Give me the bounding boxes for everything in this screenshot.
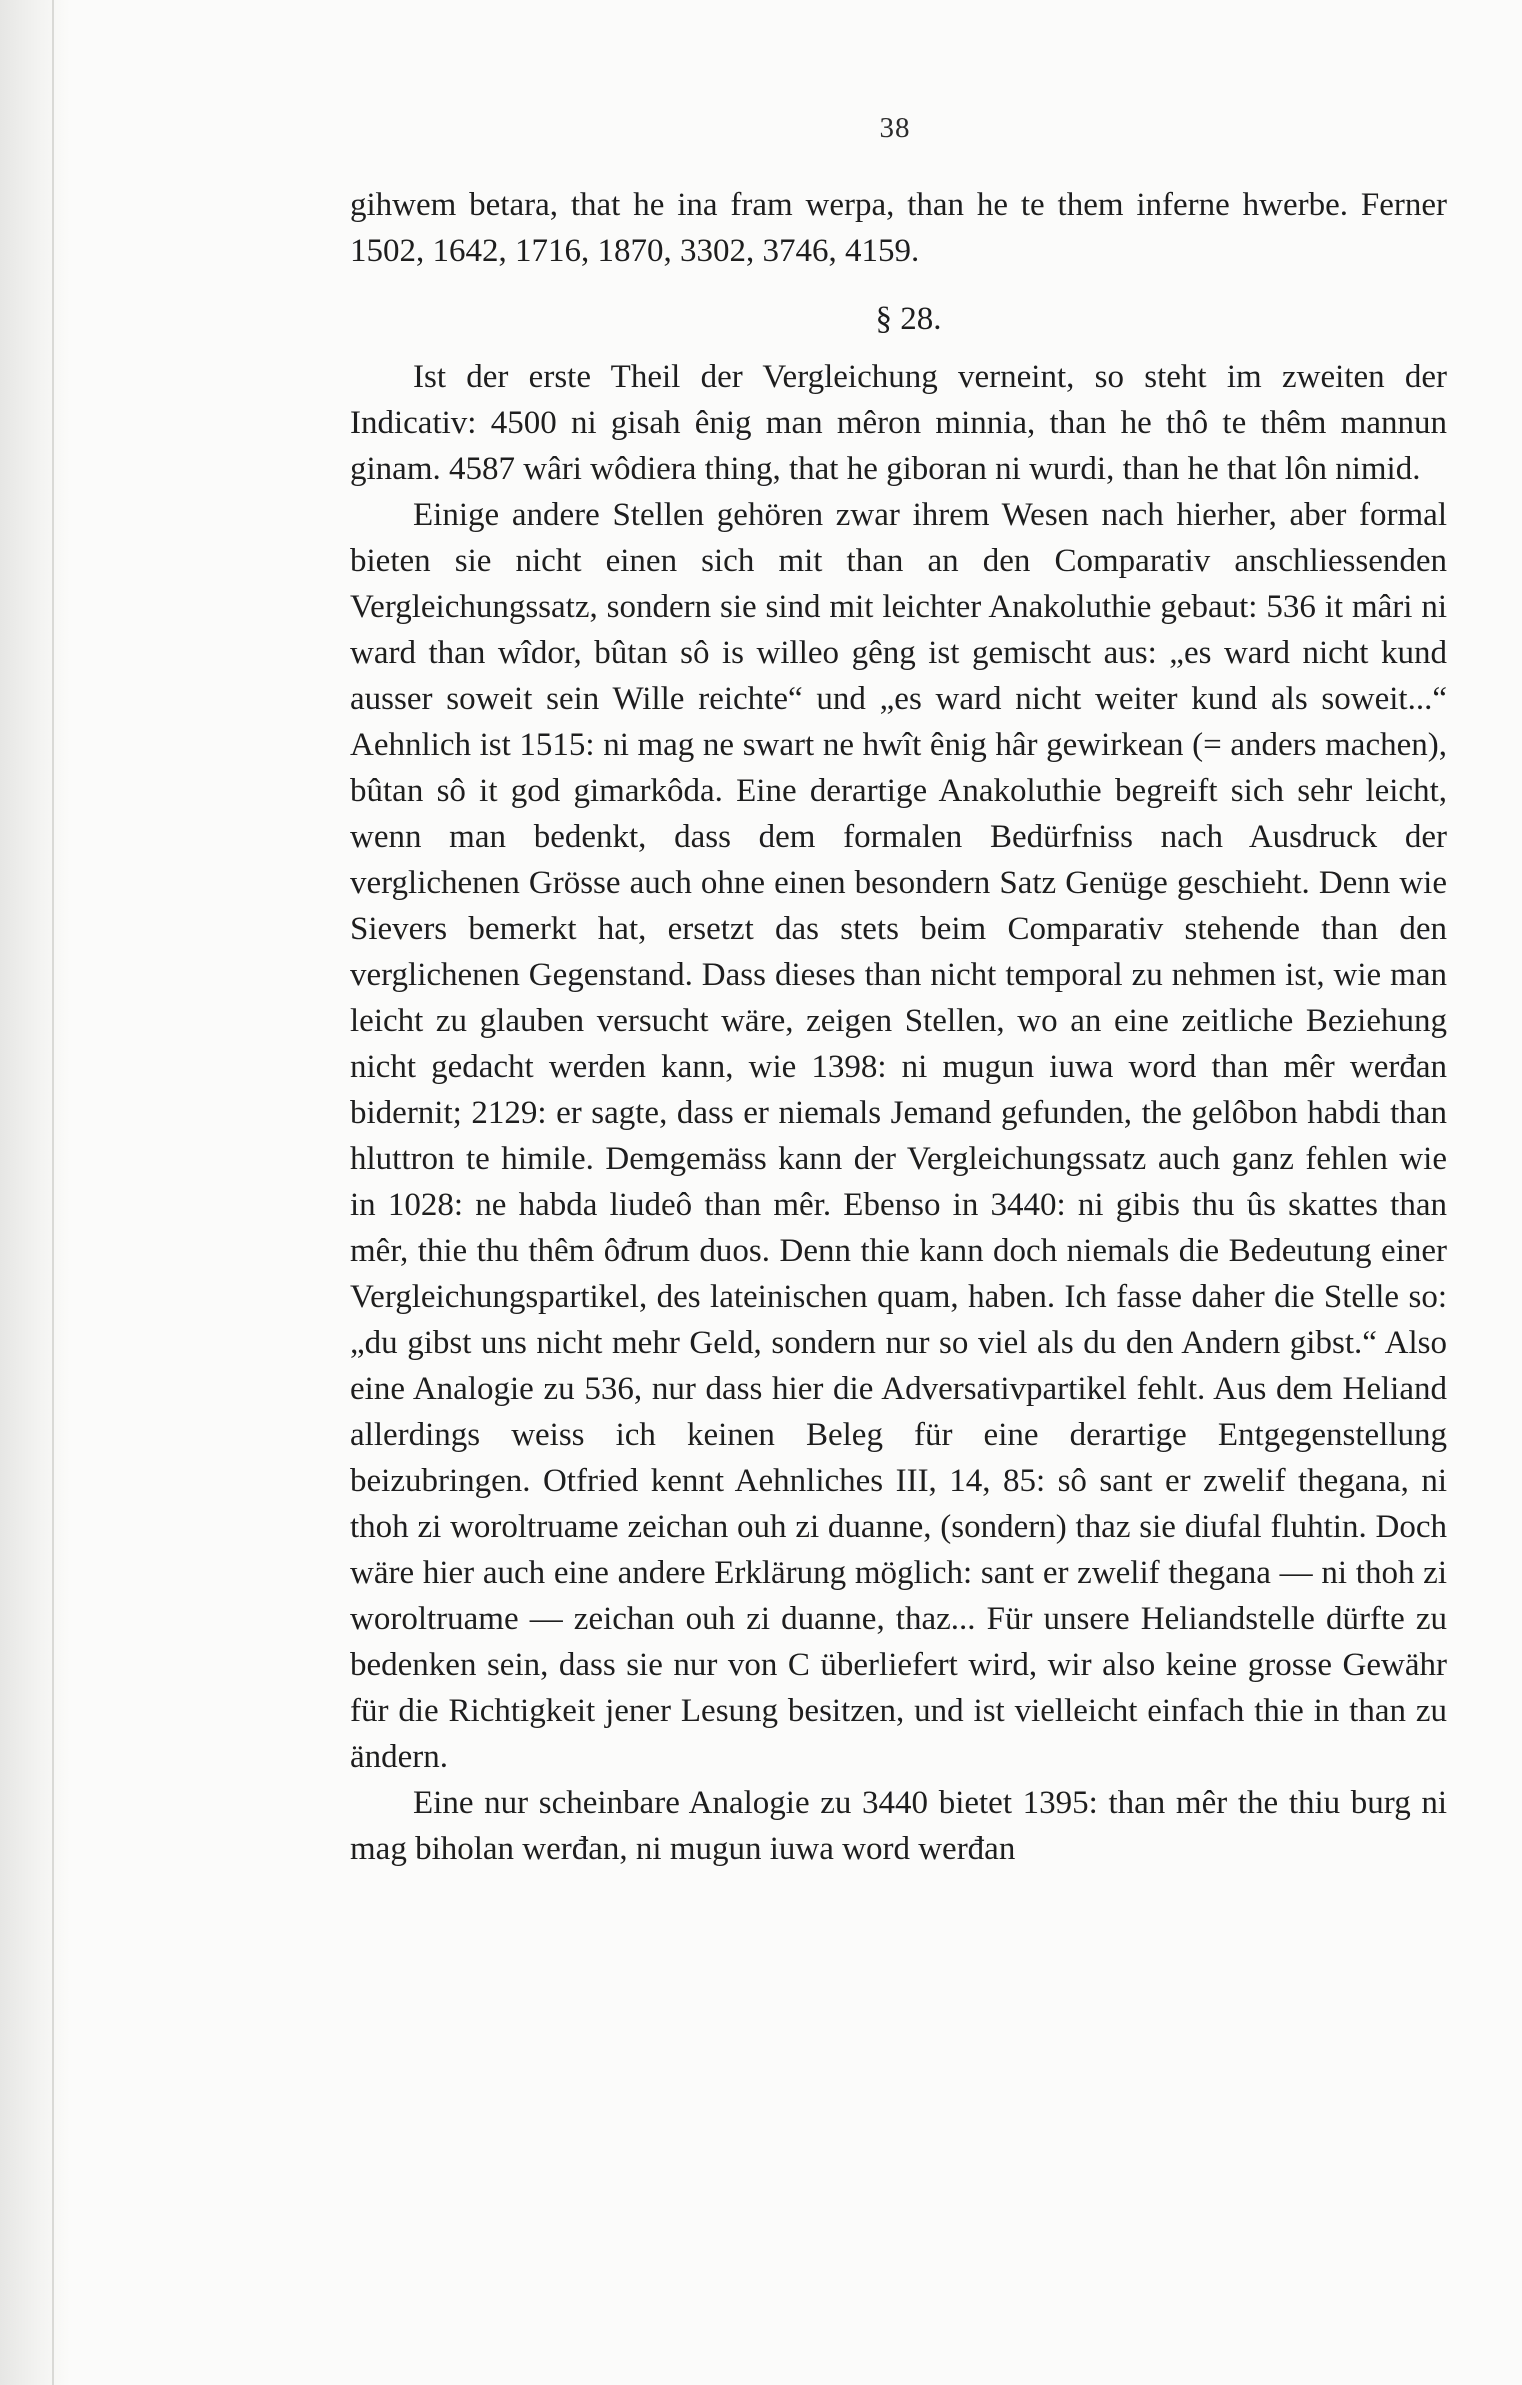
body-text	[350, 182, 1447, 1872]
binding-gutter-line	[52, 0, 54, 2385]
section-heading: § 28.	[875, 301, 942, 337]
paragraph-continued: gihwem betara, that he ina fram werpa, than he te them inferne hwerbe. Ferner 1502, 1642, 1716, 1870, 3302, 3746, 4159.	[350, 187, 1447, 269]
paragraph: Einige andere Stellen gehören zwar ihrem Wesen nach hierher, aber formal bieten sie nicht einen sich mit than an den Comparativ anschliessenden Vergleichungssatz, sondern sie sind mit leichter Anakoluthie gebaut: 536 it mâri ni ward than wîdor, bûtan sô is willeo gêng ist gemischt aus: „es ward nicht kund ausser soweit sein Wille reichte“ und „es ward nicht weiter kund als soweit...“ Aehnlich ist 1515: ni mag ne swart ne hwît ênig hâr gewirkean (= anders machen), bûtan sô it god gimarkôda. Eine derartige Anakoluthie begreift sich sehr leicht, wenn man bedenkt, dass dem formalen Bedürfniss nach Ausdruck der verglichenen Grösse auch ohne einen besondern Satz Genüge geschieht. Denn wie Sievers bemerkt hat, ersetzt das stets beim Comparativ stehende than den verglichenen Gegenstand. Dass dieses than nicht temporal zu nehmen ist, wie man leicht zu glauben versucht wäre, zeigen Stellen, wo an eine zeitliche Beziehung nicht gedacht werden kann, wie 1398: ni mugun iuwa word than mêr werđan bidernit; 2129: er sagte, dass er niemals Jemand gefunden, the gelôbon habdi than hluttron te himile. Demgemäss kann der Vergleichungssatz auch ganz fehlen wie in 1028: ne habda liudeô than mêr. Ebenso in 3440: ni gibis thu ûs skattes than mêr, thie thu thêm ôđrum duos. Denn thie kann doch niemals die Bedeutung einer Vergleichungspartikel, des lateinischen quam, haben. Ich fasse daher die Stelle so: „du gibst uns nicht mehr Geld, sondern nur so viel als du den Andern gibst.“ Also eine Analogie zu 536, nur dass hier die Adversativpartikel fehlt. Aus dem Heliand allerdings weiss ich keinen Beleg für eine derartige Entgegenstellung beizubringen. Otfried kennt Aehnliches III, 14, 85: sô sant er zwelif thegana, ni thoh zi woroltruame zeichan ouh zi duanne, (sondern) thaz sie diufal fluhtin. Doch wäre hier auch eine andere Erklärung möglich: sant er zwelif thegana — ni thoh zi woroltruame — zeichan ouh zi duanne, thaz... Für unsere Heliandstelle dürfte zu bedenken sein, dass sie nur von C überliefert wird, wir also keine grosse Gewähr für die Richtigkeit jener Lesung besitzen, und ist vielleicht einfach thie in than zu ändern.	[350, 497, 1447, 1775]
binding-gutter-shadow	[0, 0, 70, 2385]
paragraph: Ist der erste Theil der Vergleichung verneint, so steht im zweiten der Indicativ: 4500 ni gisah ênig man mêron minnia, than he thô te thêm mannun ginam. 4587 wâri wôdiera thing, that he giboran ni wurdi, than he that lôn nimid.	[350, 359, 1447, 487]
page-number: 38	[879, 112, 911, 144]
paragraph: Eine nur scheinbare Analogie zu 3440 bietet 1395: than mêr the thiu burg ni mag biholan werđan, ni mugun iuwa word werđan	[350, 1785, 1447, 1867]
